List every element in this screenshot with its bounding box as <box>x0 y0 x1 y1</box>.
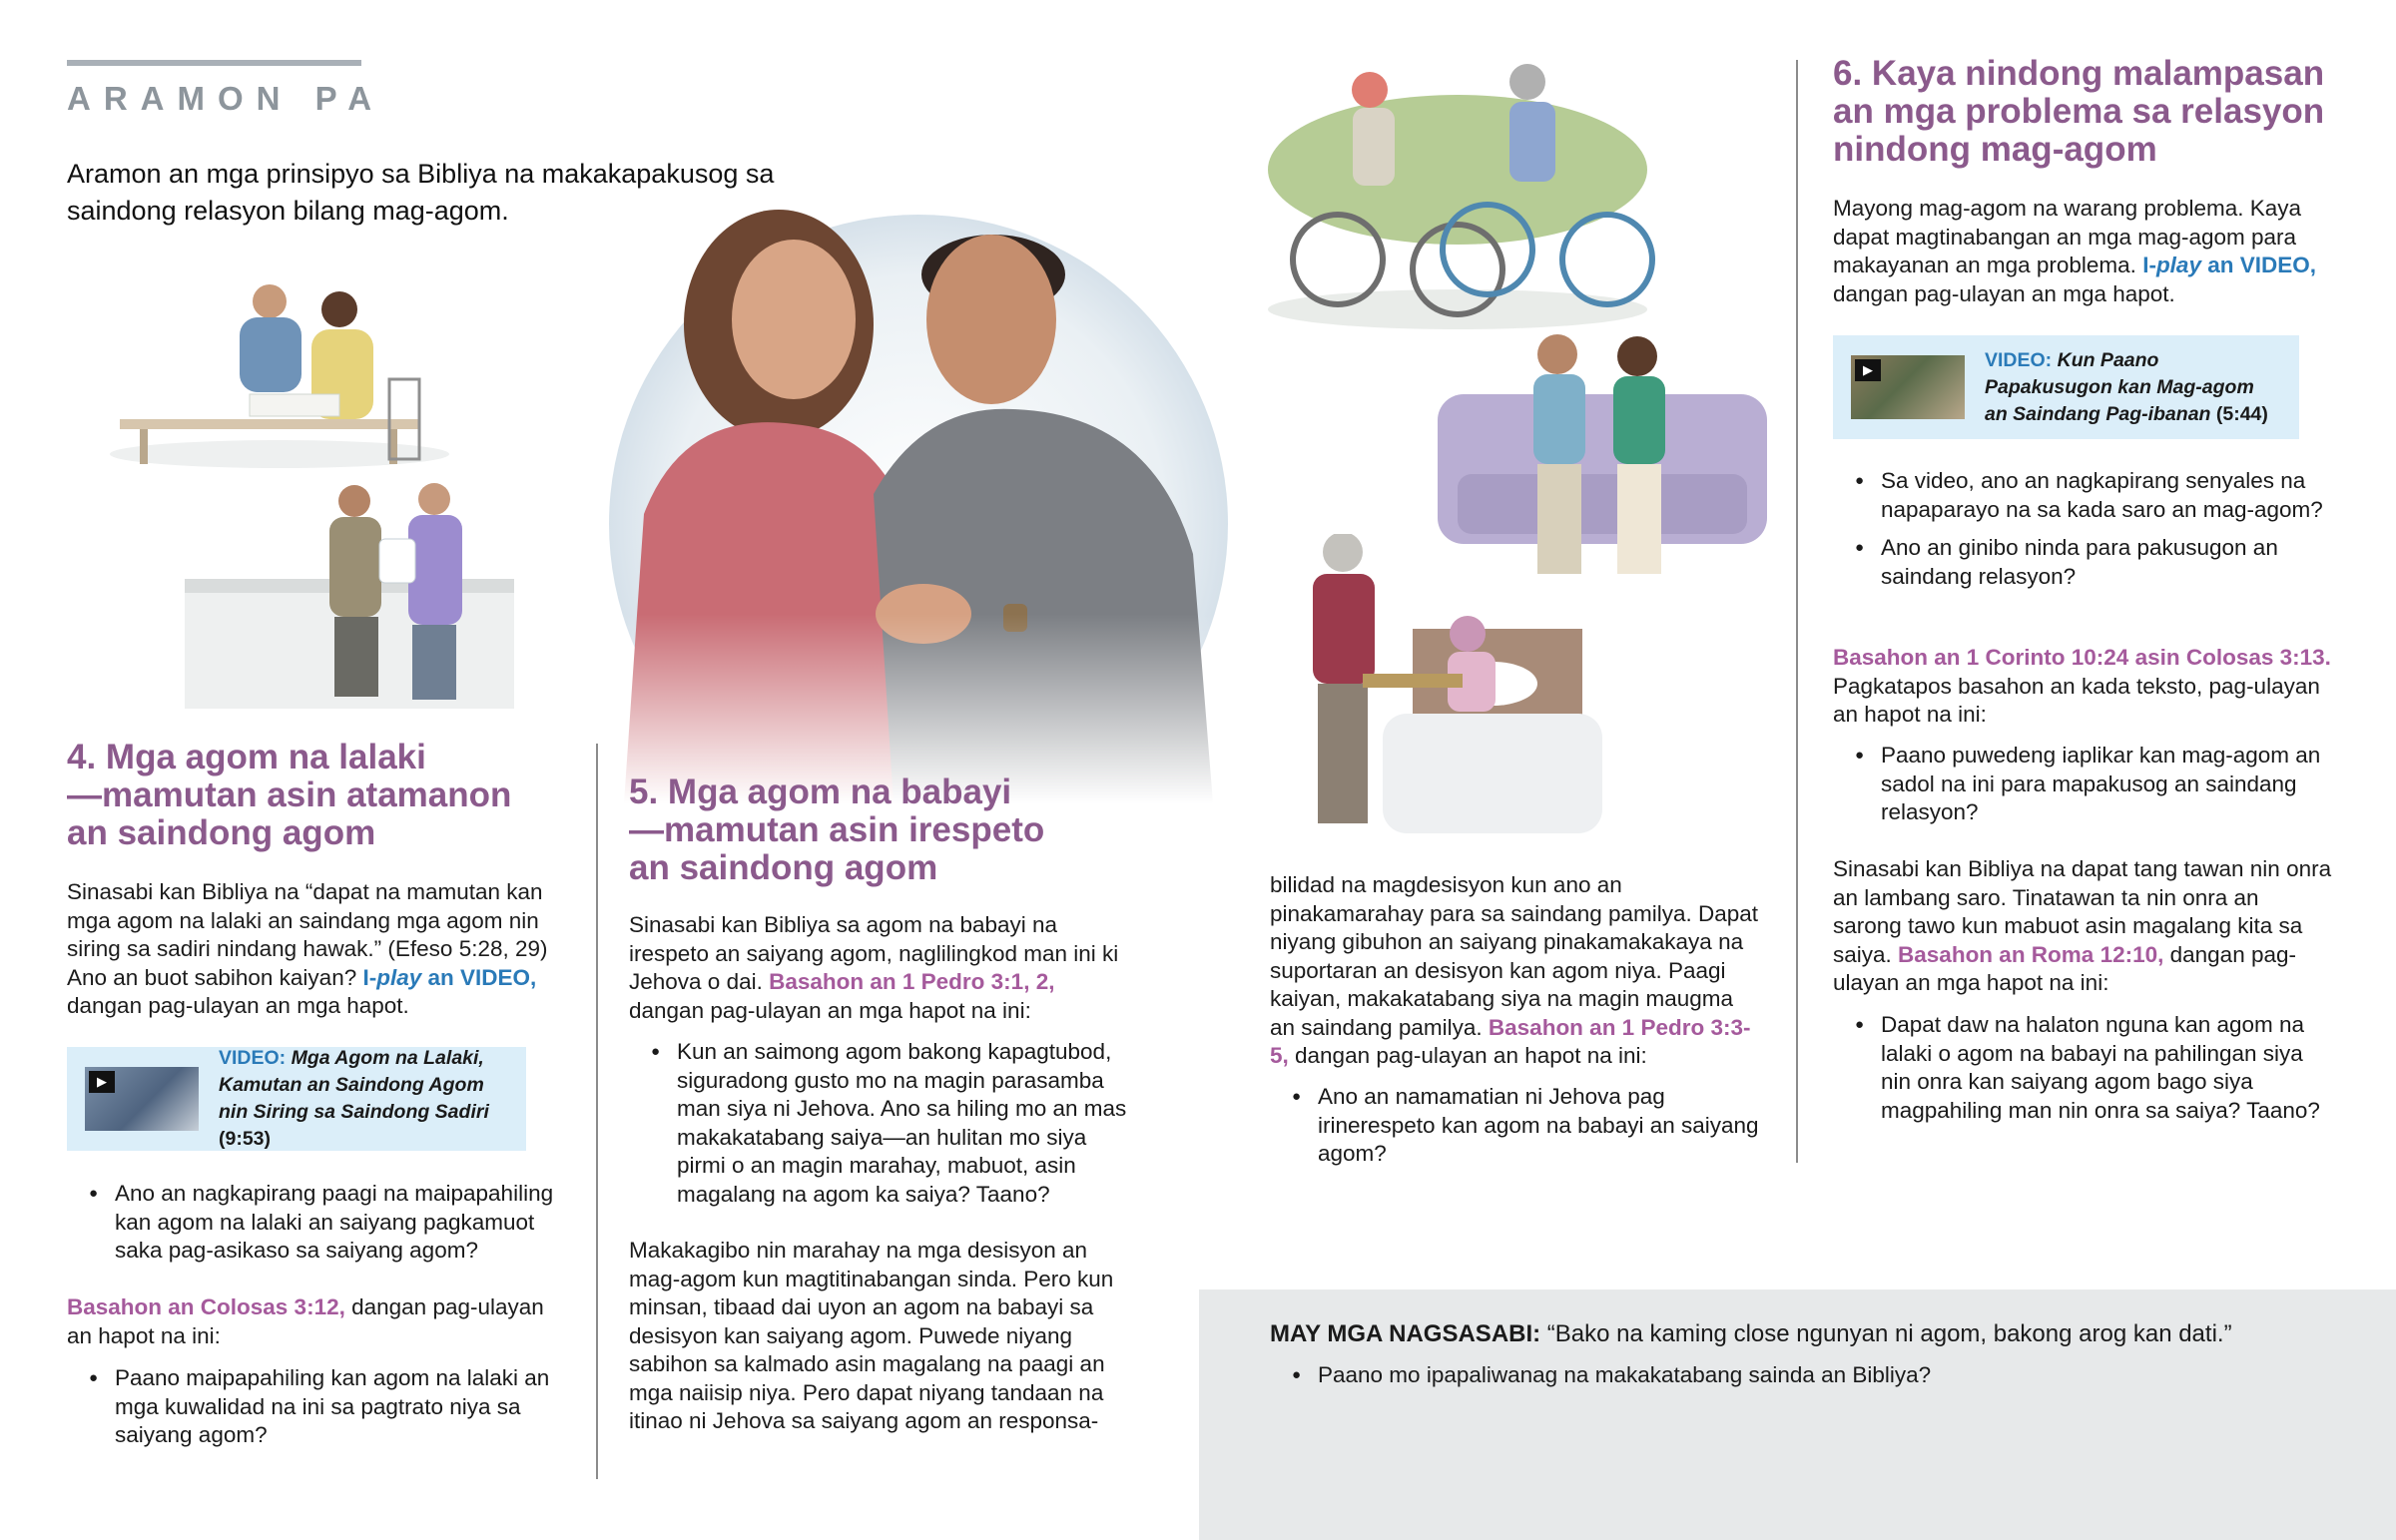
couple-studying-illustration <box>100 279 459 469</box>
video-duration: (5:44) <box>2215 402 2268 425</box>
scripture-reference[interactable]: Basahon an Roma 12:10, <box>1898 941 2164 967</box>
couple-holding-hands-illustration <box>594 195 1243 803</box>
section-4-heading <box>67 739 536 852</box>
section-4-questions-1 <box>67 1180 571 1276</box>
list-item: ● Ano an nagkapirang paagi na maipapahiling kan agom na lalaki an saiyang pagkamuot saka pag-asikaso sa saiyang agom? <box>67 1180 571 1266</box>
section-5-paragraph: Sinasabi kan Bibliya sa agom na babayi na irespeto an saiyang agom, naglilingkod man ini ki Jehova o dai. Basahon an 1 Pedro 3:1, 2, dangan pag-ulayan an mga hapot na ini: <box>629 912 1119 1023</box>
section-4-questions-2 <box>67 1364 571 1460</box>
section-6-questions-2 <box>1833 742 2332 837</box>
section-5-heading-line1: 5. Mga agom na babayi <box>629 772 1012 811</box>
video-title: Kun Paano Papakusugon kan Mag-agom an Saindang Pag-ibanan <box>1985 348 2254 425</box>
section-6-paragraph-2: Sinasabi kan Bibliya na dapat tang tawan nin onra an lambang saro. Tinatawan ta nin onra an sarong tawo kun mabuot asin magalang kita sa saiya. Basahon an Roma 12:10, dangan pag-ulayan an mga hapot na ini: <box>1833 856 2332 995</box>
section-5-continued-paragraph: bilidad na magdesisyon kun ano an pinakamarahay para sa saindang pamilya. Dapat niyang gibuhon an saiyang pinakamakakaya na suportaran an desisyon kan agom niya. Paagi kaiyan, makakatabang siya na magin maugma an saindang pamilya. Basahon an 1 Pedro 3:3-5, dangan pag-ulayan an hapot na ini: <box>1270 872 1759 1068</box>
section-6-paragraph: Mayong mag-agom na warang problema. Kaya dapat magtinabangan an mga mag-agom para makayanan an mga problema. I-play an VIDEO, dangan pag-ulayan an mga hapot. <box>1833 196 2316 306</box>
scripture-reference[interactable]: Basahon an 1 Pedro 3:1, 2, <box>769 969 1055 994</box>
section-5-heading-line2: —mamutan asin irespeto <box>629 810 1045 849</box>
column-divider <box>596 744 598 1479</box>
list-item: ● Paano puwedeng iaplikar kan mag-agom an sadol na ini para mapakusog an saindang relasyon? <box>1833 742 2332 827</box>
section-4-heading-line2: —mamutan asin atamanon <box>67 775 512 814</box>
video-caption <box>219 1045 508 1153</box>
list-item: ● Paano maipapahiling kan agom na lalaki an mga kuwalidad na ini sa pagtrato niya sa saiyang agom? <box>67 1364 571 1450</box>
section-4-read-instruction: Basahon an Colosas 3:12, dangan pag-ulayan an hapot na ini: <box>67 1294 544 1348</box>
section-4-heading-line1: 4. Mga agom na lalaki <box>67 738 426 776</box>
couple-washing-dishes-illustration <box>185 479 524 709</box>
video-title: Mga Agom na Lalaki, Kamutan an Saindong Agom nin Siring sa Saindong Sadiri <box>219 1047 489 1123</box>
callout-quote <box>1270 1317 2348 1351</box>
section-5-continued-questions <box>1270 1083 1764 1179</box>
callout-label: MAY MGA NAGSASABI: <box>1270 1320 1541 1347</box>
section-6-heading-line1: 6. Kaya nindong malampasan <box>1833 54 2325 93</box>
section-6-questions-1 <box>1833 467 2332 601</box>
section-4-heading-line3: an saindong agom <box>67 813 376 852</box>
header-rule <box>67 60 361 66</box>
video-caption <box>1985 347 2281 428</box>
play-video-link[interactable]: I-play an VIDEO, <box>2142 253 2316 277</box>
section-5-paragraph-2: Makakagibo nin marahay na mga desisyon an mag-agom kun magtitinabangan sinda. Pero kun minsan, tibaad dai uyon an agom na babayi sa desisyon kan saiyang agom. Puwede niyang sabihon sa kalmado asin magalang na paagi an mga naiisip niya. Pero dapat niyang tandaan na itinao ni Jehova sa saiyang agom an responsa- <box>629 1238 1114 1433</box>
section-6-read-instruction: Basahon an 1 Corinto 10:24 asin Colosas 3:13. Pagkatapos basahon an kada teksto, pag-ulayan an hapot na ini: <box>1833 645 2331 727</box>
page-section-title: ARAMON PA <box>67 80 385 117</box>
list-item: ● Dapat daw na halaton nguna kan agom na lalaki o agom na babayi na pahilingan siya nin onra kan saiyang agom bago siya magpahiling man nin onra sa saiya? Taano? <box>1833 1011 2337 1125</box>
scripture-reference[interactable]: Basahon an 1 Pedro 3:3-5, <box>1270 1014 1751 1068</box>
intro-text: Aramon an mga prinsipyo sa Bibliya na makakapakusog sa saindong relasyon bilang mag-agom. <box>67 159 775 226</box>
section-6-heading-line3: nindong mag-agom <box>1833 130 2157 169</box>
section-6-questions-3 <box>1833 1011 2337 1135</box>
play-video-link[interactable]: I-play an VIDEO, <box>362 964 537 990</box>
list-item: ● Sa video, ano an nagkapirang senyales na napaparayo na sa kada saro an mag-agom? <box>1833 467 2332 524</box>
section-6-heading <box>1833 55 2352 169</box>
section-6-heading-line2: an mga problema sa relasyon <box>1833 92 2325 131</box>
list-item: ● Ano an ginibo ninda para pakusugon an saindang relasyon? <box>1833 534 2332 591</box>
video-box-section-4[interactable] <box>67 1047 526 1151</box>
column-divider <box>1796 60 1798 1163</box>
callout-quote-text: “Bako na kaming close ngunyan ni agom, bakong arog kan dati.” <box>1540 1320 2232 1347</box>
section-4-text-end: dangan pag-ulayan an mga hapot. <box>67 993 409 1018</box>
video-label: VIDEO: <box>219 1047 287 1069</box>
callout-questions <box>1270 1361 2318 1400</box>
video-thumbnail[interactable] <box>1851 355 1965 419</box>
section-5-heading <box>629 773 1168 887</box>
video-label: VIDEO: <box>1985 348 2053 371</box>
section-5-questions <box>629 1038 1133 1219</box>
husband-caring-for-sick-wife-illustration <box>1273 534 1612 848</box>
play-icon[interactable]: ▶ <box>89 1071 115 1093</box>
play-icon[interactable]: ▶ <box>1855 359 1881 381</box>
scripture-reference[interactable]: Basahon an Colosas 3:12, <box>67 1294 345 1319</box>
section-4-paragraph <box>67 878 571 1021</box>
list-item: ● Kun an saimong agom bakong kapagtubod, siguradong gusto mo na magin parasamba man siya ni Jehova. Ano sa hiling mo an mas makakatabang saiya—an hulitan mo siya pirmi o an magin marahay, mabuot, asin magalang na agom ka saiya? Taano? <box>629 1038 1133 1209</box>
video-thumbnail[interactable] <box>85 1067 199 1131</box>
list-item: ● Ano an namamatian ni Jehova pag irinerespeto kan agom na babayi an saiyang agom? <box>1270 1083 1764 1169</box>
couple-cycling-illustration <box>1258 60 1657 334</box>
section-4-text: Sinasabi kan Bibliya na “dapat na mamutan kan mga agom na lalaki an saindang mga agom nin siring sa sadiri nindang hawak.” (Efeso 5:28, 29) Ano an buot sabihon kaiyan? <box>67 879 548 990</box>
scripture-reference[interactable]: Basahon an 1 Corinto 10:24 asin Colosas 3:13. <box>1833 645 2331 670</box>
video-box-section-6[interactable] <box>1833 335 2299 439</box>
video-duration: (9:53) <box>219 1128 272 1150</box>
section-5-heading-line3: an saindong agom <box>629 848 938 887</box>
list-item: ● Paano mo ipapaliwanag na makakatabang sainda an Bibliya? <box>1270 1361 2318 1390</box>
